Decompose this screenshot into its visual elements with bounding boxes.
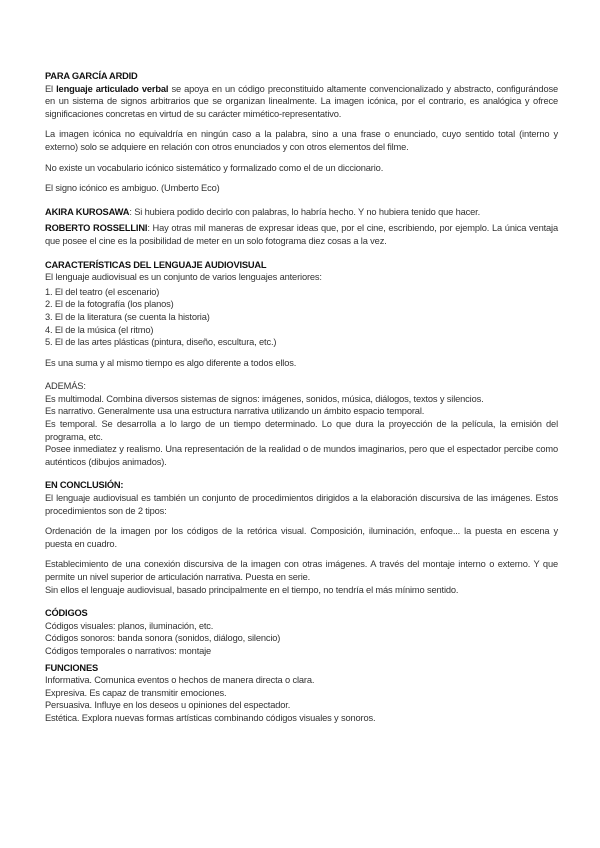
ademas-line: Es narrativo. Generalmente usa una estructura narrativa utilizando un ámbito espacio temporal. xyxy=(45,406,425,417)
section-heading-garcia: PARA GARCÍA ARDID xyxy=(45,71,138,81)
section-heading-ademas: ADEMÁS: xyxy=(45,381,86,392)
paragraph-sin-ellos: Sin ellos el lenguaje audiovisual, basado principalmente en el tiempo, no tendría el más mínimo sentido. xyxy=(45,584,459,595)
paragraph-lenguaje-verbal xyxy=(45,83,558,121)
section-heading-codigos: CÓDIGOS xyxy=(45,608,88,619)
paragraph-summary: Es una suma y al mismo tiempo es algo diferente a todos ellos. xyxy=(45,357,297,368)
document-page xyxy=(45,70,558,725)
paragraph-vocabulario: No existe un vocabulario icónico sistemático y formalizado como el de un diccionario. xyxy=(45,162,384,173)
paragraph-intro: El lenguaje audiovisual es un conjunto de varios lenguajes anteriores: xyxy=(45,272,322,283)
list-item: 4. El de la música (el ritmo) xyxy=(45,324,154,335)
bold-term: lenguaje articulado verbal xyxy=(56,83,169,94)
paragraph-ordenacion: Ordenación de la imagen por los códigos de la retórica visual. Composición, iluminación, enfoque... la puesta en escena y puesta en cuadro. xyxy=(45,526,558,549)
paragraph-imagen-iconica: La imagen icónica no equivaldría en ningún caso a la palabra, sino a una frase o enunciado, cuyo sentido total (interno y externo) solo se adquiere en relación con otros enunciados y con otros elementos del filme. xyxy=(45,129,558,152)
author-name: ROBERTO ROSSELLINI xyxy=(45,223,148,234)
author-name: AKIRA KUROSAWA xyxy=(45,206,130,217)
section-heading-conclusion: EN CONCLUSIÓN: xyxy=(45,480,124,491)
text-run: El xyxy=(45,83,57,94)
funciones-line: Informativa. Comunica eventos o hechos de manera directa o clara. xyxy=(45,675,315,686)
ademas-line: Es temporal. Se desarrolla a lo largo de un tiempo determinado. Lo que dura la proyección de la película, la emisión del programa, etc. xyxy=(45,419,558,442)
funciones-line: Persuasiva. Influye en los deseos u opiniones del espectador. xyxy=(45,700,291,711)
list-item: 5. El de las artes plásticas (pintura, diseño, escultura, etc.) xyxy=(45,337,277,348)
funciones-line: Expresiva. Es capaz de transmitir emociones. xyxy=(45,687,227,698)
codigos-line: Códigos sonoros: banda sonora (sonidos, diálogo, silencio) xyxy=(45,633,281,644)
codigos-line: Códigos visuales: planos, iluminación, etc. xyxy=(45,620,214,631)
ademas-line: Es multimodal. Combina diversos sistemas de signos: imágenes, sonidos, música, diálogos, textos y silencios. xyxy=(45,393,484,404)
list-item: 3. El de la literatura (se cuenta la historia) xyxy=(45,311,210,322)
numbered-list xyxy=(45,286,558,349)
section-heading-funciones: FUNCIONES xyxy=(45,662,98,673)
paragraph-signo-iconico: El signo icónico es ambiguo. (Umberto Eco) xyxy=(45,183,220,194)
text-run: se apoya en un código preconstituido altamente convencionalizado y abstracto, configurándose en un sistema de signos arbitrarios que se organizan linealmente. La imagen icónica, por el contrario, es analógica y ofrece significaciones concretas en virtud de su carácter mimético-representativo. xyxy=(45,83,558,119)
list-item: 1. El del teatro (el escenario) xyxy=(45,286,160,297)
paragraph-procedimientos: El lenguaje audiovisual es también un conjunto de procedimientos dirigidos a la elaboración discursiva de las imágenes. Estos procedimientos son de 2 tipos: xyxy=(45,493,558,516)
quote-kurosawa xyxy=(45,206,558,219)
paragraph-establecimiento: Establecimiento de una conexión discursiva de la imagen con otras imágenes. A través del montaje interno o externo. Y que permite un nivel superior de articulación narrativa. Puesta en serie. xyxy=(45,559,558,582)
section-heading-caracteristicas: CARACTERÍSTICAS DEL LENGUAJE AUDIOVISUAL xyxy=(45,259,267,270)
quote-rossellini xyxy=(45,222,558,247)
quote-text: : Si hubiera podido decirlo con palabras, lo habría hecho. Y no hubiera tenido que hacer. xyxy=(129,206,481,217)
quote-text: : Hay otras mil maneras de expresar ideas que, por el cine, escribiendo, por ejemplo. La única ventaja que posee el cine es la posibilidad de meter en un solo fotograma diez cosas a la vez. xyxy=(45,223,558,246)
codigos-line: Códigos temporales o narrativos: montaje xyxy=(45,645,212,656)
ademas-line: Posee inmediatez y realismo. Una representación de la realidad o de mundos imaginarios, pero que el espectador percibe como auténticos (dibujos animados). xyxy=(45,444,558,467)
funciones-line: Estética. Explora nuevas formas artísticas combinando códigos visuales y sonoros. xyxy=(45,712,376,723)
list-item: 2. El de la fotografía (los planos) xyxy=(45,299,174,310)
